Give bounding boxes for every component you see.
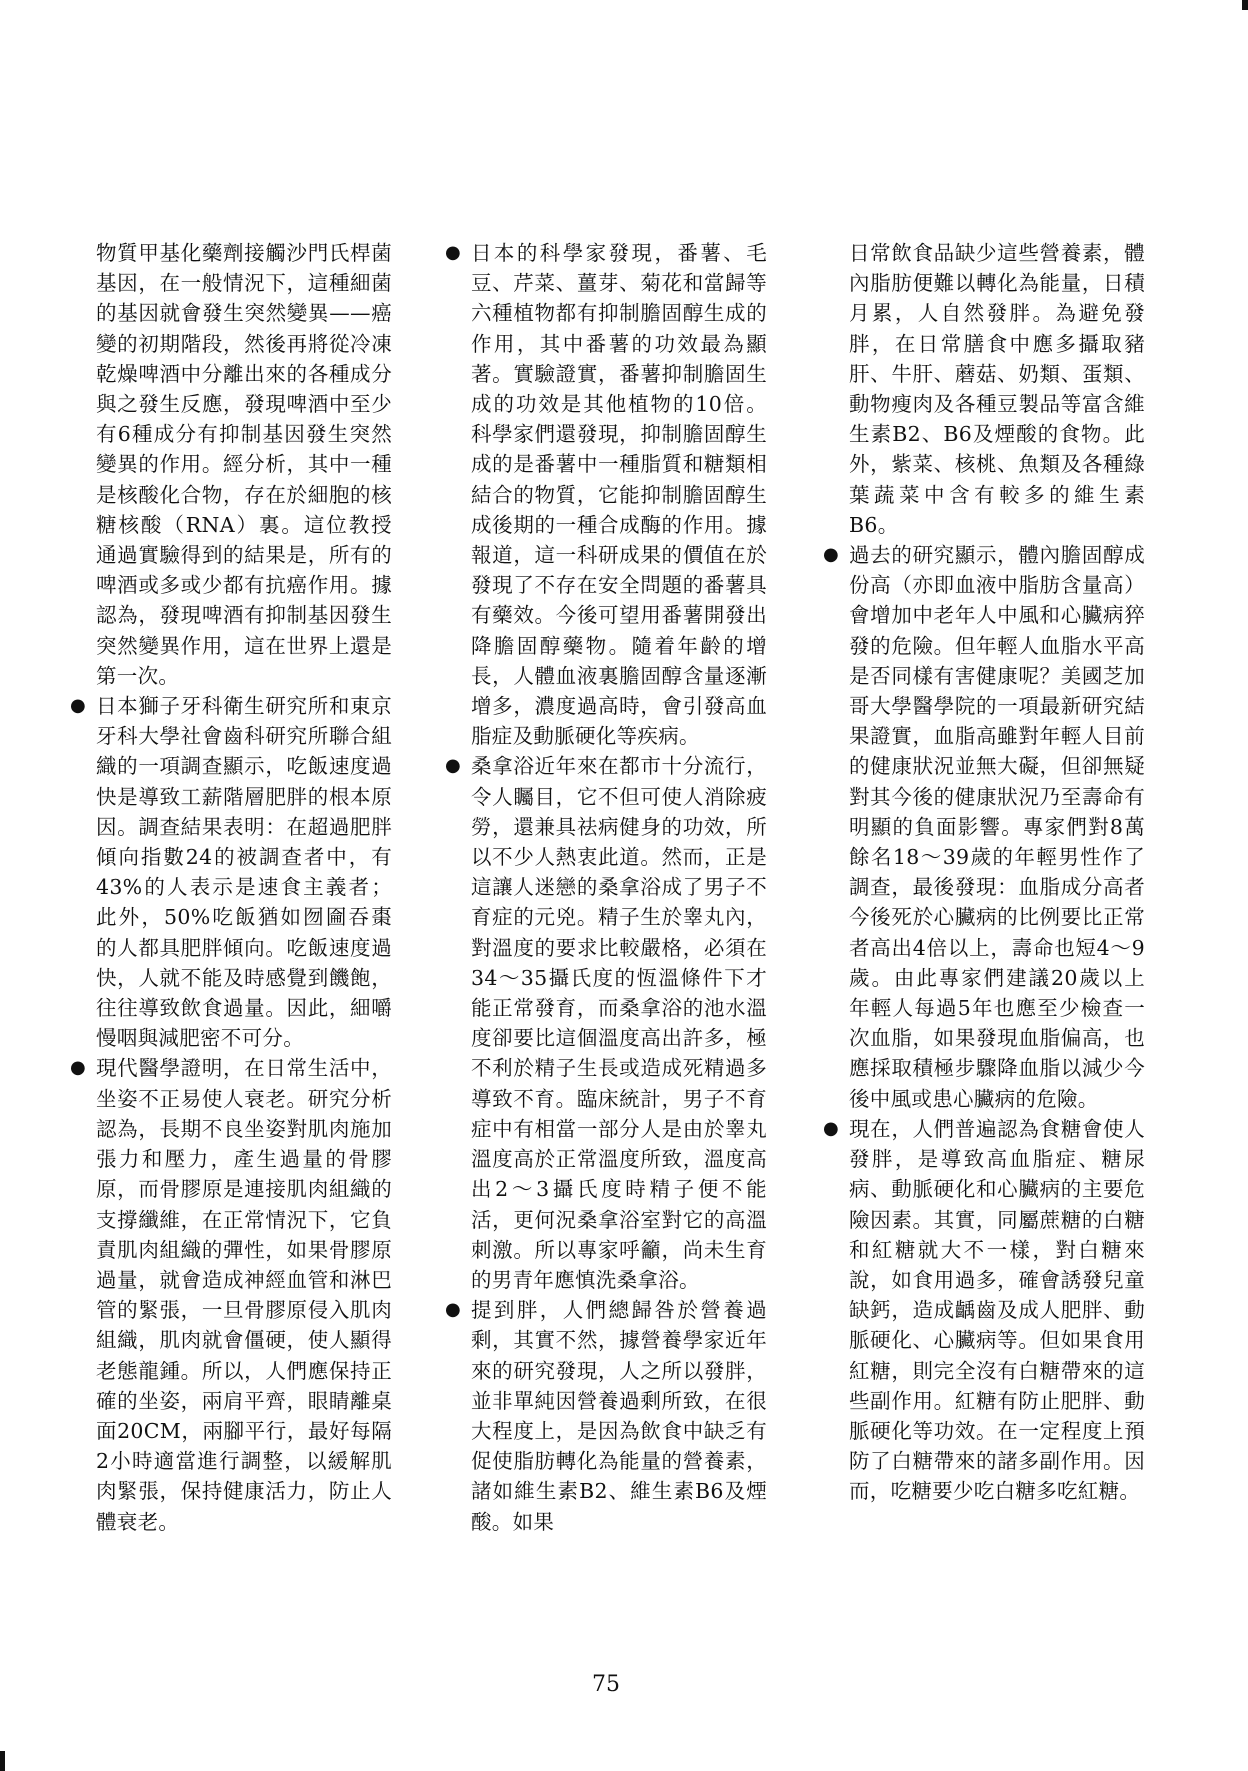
bullet-icon: ● <box>70 695 87 717</box>
scan-edge-mark <box>1242 0 1248 10</box>
bullet-item <box>823 1114 1145 1507</box>
bullet-icon: ● <box>445 1299 462 1321</box>
paragraph: 物質甲基化藥劑接觸沙門氏桿菌基因，在一般情況下，這種細菌的基因就會發生突然變異——癌變的初期階段，然後再將從冷凍乾燥啤酒中分離出來的各種成分與之發生反應，發現啤酒中至少有6種成分有抑制基因發生突然變異的作用。經分析，其中一種是核酸化合物，存在於細胞的核糖核酸（RNA）裏。這位教授通過實驗得到的結果是，所有的啤酒或多或少都有抗癌作用。據認為，發現啤酒有抑制基因發生突然變異作用，這在世界上還是第一次。 <box>96 241 392 688</box>
bullet-icon: ● <box>445 242 462 263</box>
bullet-icon: ● <box>823 1117 840 1139</box>
bullet-item <box>70 691 392 1053</box>
bullet-item <box>445 751 767 1295</box>
bullet-icon: ● <box>70 1057 87 1079</box>
bullet-icon: ● <box>445 755 462 777</box>
text-column-3 <box>823 238 1145 1507</box>
bullet-item <box>70 1053 392 1536</box>
paragraph: 日常飲食品缺少這些營養素，體內脂肪便難以轉化為能量，日積月累，人自然發胖。為避免發胖，在日常膳食中應多攝取豬肝、牛肝、蘑菇、奶類、蛋類、動物瘦肉及各種豆製品等富含維生素B2、B6及煙酸的食物。此外，紫菜、核桃、魚類及各種綠葉蔬菜中含有較多的維生素B6。 <box>849 241 1145 537</box>
bullet-text: 過去的研究顯示，體內膽固醇成份高（亦即血液中脂肪含量高）會增加中老年人中風和心臟病猝發的危險。但年輕人血脂水平高是否同樣有害健康呢？美國芝加哥大學醫學院的一項最新研究結果證實，血脂高雖對年輕人目前的健康狀況並無大礙，但卻無疑對其今後的健康狀況乃至壽命有明顯的負面影響。專家們對8萬餘名18～39歲的年輕男性作了調查，最後發現：血脂成分高者今後死於心臟病的比例要比正常者高出4倍以上，壽命也短4～9歲。由此專家們建議20歲以上年輕人每過5年也應至少檢查一次血脂，如果發現血脂偏高，也應採取積極步驟降血脂以減少今後中風或患心臟病的危險。 <box>849 543 1145 1111</box>
scan-edge-mark <box>0 1751 5 1771</box>
bullet-icon: ● <box>823 544 840 566</box>
bullet-text: 提到胖，人們總歸咎於營養過剩，其實不然，據營養學家近年來的研究發現，人之所以發胖，並非單純因營養過剩所致，在很大程度上，是因為飲食中缺乏有促使脂肪轉化為能量的營養素，諸如維生素B2、維生素B6及煙酸。如果 <box>471 1298 767 1534</box>
text-column-2 <box>445 238 767 1537</box>
bullet-text: 現在，人們普遍認為食糖會使人發胖，是導致高血脂症、糖尿病、動脈硬化和心臟病的主要危險因素。其實，同屬蔗糖的白糖和紅糖就大不一樣，對白糖來說，如食用過多，確會誘發兒童缺鈣，造成齲齒及成人肥胖、動脈硬化、心臟病等。但如果食用紅糖，則完全沒有白糖帶來的這些副作用。紅糖有防止肥胖、動脈硬化等功效。在一定程度上預防了白糖帶來的諸多副作用。因而，吃糖要少吃白糖多吃紅糖。 <box>849 1116 1145 1504</box>
bullet-item <box>823 540 1145 1114</box>
bullet-text: 桑拿浴近年來在都市十分流行，令人矚目，它不但可使人消除疲勞，還兼具祛病健身的功效，所以不少人熱衷此道。然而，正是這讓人迷戀的桑拿浴成了男子不育症的元兇。精子生於睾丸內，對溫度的要求比較嚴格，必須在34～35攝氏度的恆溫條件下才能正常發育，而桑拿浴的池水溫度卻要比這個溫度高出許多，極不利於精子生長或造成死精過多導致不育。臨床統計，男子不育症中有相當一部分人是由於睾丸溫度高於正常溫度所致，溫度高出2～3攝氏度時精子便不能活，更何況桑拿浴室對它的高溫刺激。所以專家呼籲，尚未生育的男青年應慎洗桑拿浴。 <box>471 754 767 1292</box>
bullet-item <box>445 238 767 751</box>
page-number: 75 <box>592 1672 620 1697</box>
bullet-text: 現代醫學證明，在日常生活中，坐姿不正易使人衰老。研究分析認為，長期不良坐姿對肌肉施加張力和壓力，產生過量的骨膠原，而骨膠原是連接肌肉組織的支撐纖維，在正常情況下，它負責肌肉組織的彈性，如果骨膠原過量，就會造成神經血管和淋巴管的緊張，一旦骨膠原侵入肌肉組織，肌肉就會僵硬，使人顯得老態龍鍾。所以，人們應保持正確的坐姿，兩肩平齊，眼睛離桌面20CM，兩腳平行，最好每隔2小時適當進行調整，以緩解肌肉緊張，保持健康活力，防止人體衰老。 <box>96 1056 392 1534</box>
bullet-item <box>445 1295 767 1537</box>
bullet-text: 日本的科學家發現，番薯、毛豆、芹菜、薑芽、菊花和當歸等六種植物都有抑制膽固醇生成的作用，其中番薯的功效最為顯著。實驗證實，番薯抑制膽固生成的功效是其他植物的10倍。科學家們還發現，抑制膽固醇生成的是番薯中一種脂質和糖類相結合的物質，它能抑制膽固醇生成後期的一種合成酶的作用。據報道，這一科研成果的價值在於發現了不存在安全問題的番薯具有藥效。今後可望用番薯開發出降膽固醇藥物。隨着年齡的增長，人體血液裏膽固醇含量逐漸增多，濃度過高時，會引發高血脂症及動脈硬化等疾病。 <box>471 241 767 749</box>
text-column-1 <box>70 238 392 1537</box>
bullet-text: 日本獅子牙科衛生研究所和東京牙科大學社會齒科研究所聯合組織的一項調查顯示，吃飯速度過快是導致工薪階層肥胖的根本原因。調查結果表明：在超過肥胖傾向指數24的被調查者中，有43%的人表示是速食主義者；此外，50%吃飯猶如囫圇吞棗的人都具肥胖傾向。吃飯速度過快，人就不能及時感覺到饑飽，往往導致飲食過量。因此，細嚼慢咽與減肥密不可分。 <box>96 694 392 1051</box>
